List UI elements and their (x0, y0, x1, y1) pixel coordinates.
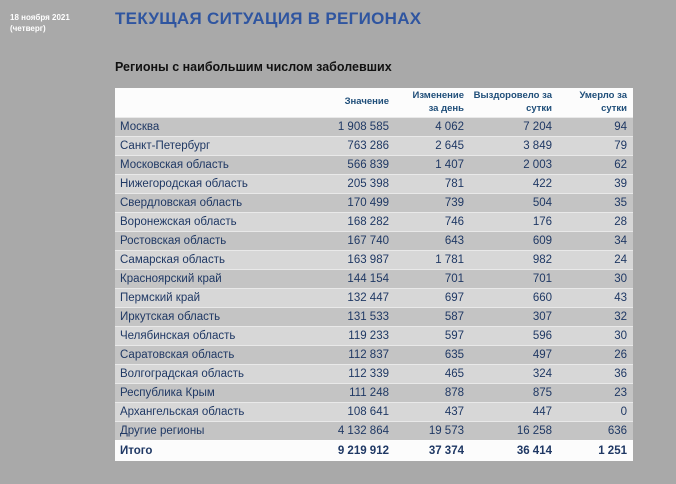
value-cell: 163 987 (310, 251, 395, 270)
regions-table (115, 88, 633, 461)
table-row (115, 270, 633, 289)
died-cell: 30 (558, 270, 633, 289)
recovered-cell: 422 (470, 175, 558, 194)
recovered-cell: 497 (470, 346, 558, 365)
region-cell: Нижегородская область (115, 175, 310, 194)
value-cell: 566 839 (310, 156, 395, 175)
recovered-cell: 660 (470, 289, 558, 308)
page-subtitle: Регионы с наибольшим числом заболевших (115, 60, 392, 74)
date-line-2: (четверг) (10, 24, 46, 34)
change-cell: 4 062 (395, 118, 470, 137)
died-cell: 24 (558, 251, 633, 270)
total-recovered-cell: 36 414 (470, 441, 558, 462)
value-cell: 205 398 (310, 175, 395, 194)
change-cell: 635 (395, 346, 470, 365)
region-cell: Волгоградская область (115, 365, 310, 384)
region-cell: Ростовская область (115, 232, 310, 251)
table-row (115, 365, 633, 384)
page-title: ТЕКУЩАЯ СИТУАЦИЯ В РЕГИОНАХ (115, 9, 422, 28)
recovered-cell: 609 (470, 232, 558, 251)
region-cell: Челябинская область (115, 327, 310, 346)
died-cell: 43 (558, 289, 633, 308)
value-cell: 170 499 (310, 194, 395, 213)
region-cell: Саратовская область (115, 346, 310, 365)
table-row (115, 289, 633, 308)
total-value-cell: 9 219 912 (310, 441, 395, 462)
died-cell: 35 (558, 194, 633, 213)
date-label (10, 12, 105, 34)
change-cell: 701 (395, 270, 470, 289)
died-cell: 62 (558, 156, 633, 175)
table-row (115, 384, 633, 403)
change-cell: 1 781 (395, 251, 470, 270)
table-total (115, 441, 633, 462)
died-cell: 34 (558, 232, 633, 251)
recovered-cell: 982 (470, 251, 558, 270)
died-cell: 94 (558, 118, 633, 137)
total-region-cell: Итого (115, 441, 310, 462)
header-row (115, 88, 633, 118)
value-cell: 108 641 (310, 403, 395, 422)
died-cell: 39 (558, 175, 633, 194)
value-cell: 119 233 (310, 327, 395, 346)
change-cell: 2 645 (395, 137, 470, 156)
total-row (115, 441, 633, 462)
died-cell: 79 (558, 137, 633, 156)
died-cell: 0 (558, 403, 633, 422)
recovered-cell: 324 (470, 365, 558, 384)
column-header-died: Умерло за сутки (558, 88, 633, 118)
table-header (115, 88, 633, 118)
value-cell: 132 447 (310, 289, 395, 308)
region-cell: Красноярский край (115, 270, 310, 289)
change-cell: 643 (395, 232, 470, 251)
change-cell: 1 407 (395, 156, 470, 175)
recovered-cell: 596 (470, 327, 558, 346)
recovered-cell: 504 (470, 194, 558, 213)
change-cell: 739 (395, 194, 470, 213)
recovered-cell: 2 003 (470, 156, 558, 175)
date-line-1: 18 ноября 2021 (10, 13, 70, 22)
change-cell: 597 (395, 327, 470, 346)
died-cell: 23 (558, 384, 633, 403)
recovered-cell: 447 (470, 403, 558, 422)
died-cell: 28 (558, 213, 633, 232)
table-row (115, 327, 633, 346)
table-row (115, 118, 633, 137)
region-cell: Московская область (115, 156, 310, 175)
recovered-cell: 3 849 (470, 137, 558, 156)
region-cell: Санкт-Петербург (115, 137, 310, 156)
table-row (115, 137, 633, 156)
recovered-cell: 16 258 (470, 422, 558, 441)
died-cell: 36 (558, 365, 633, 384)
total-change-cell: 37 374 (395, 441, 470, 462)
change-cell: 878 (395, 384, 470, 403)
region-cell: Другие регионы (115, 422, 310, 441)
change-cell: 437 (395, 403, 470, 422)
table-row (115, 251, 633, 270)
value-cell: 167 740 (310, 232, 395, 251)
value-cell: 112 339 (310, 365, 395, 384)
region-cell: Республика Крым (115, 384, 310, 403)
change-cell: 19 573 (395, 422, 470, 441)
column-header-recovered: Выздоровело за сутки (470, 88, 558, 118)
died-cell: 32 (558, 308, 633, 327)
table-body (115, 118, 633, 441)
value-cell: 4 132 864 (310, 422, 395, 441)
recovered-cell: 701 (470, 270, 558, 289)
recovered-cell: 307 (470, 308, 558, 327)
value-cell: 144 154 (310, 270, 395, 289)
total-died-cell: 1 251 (558, 441, 633, 462)
region-cell: Москва (115, 118, 310, 137)
change-cell: 746 (395, 213, 470, 232)
table-row (115, 194, 633, 213)
value-cell: 111 248 (310, 384, 395, 403)
change-cell: 587 (395, 308, 470, 327)
value-cell: 168 282 (310, 213, 395, 232)
table-row (115, 213, 633, 232)
value-cell: 131 533 (310, 308, 395, 327)
died-cell: 636 (558, 422, 633, 441)
change-cell: 781 (395, 175, 470, 194)
column-header-region (115, 88, 310, 118)
column-header-value: Значение (310, 88, 395, 118)
value-cell: 112 837 (310, 346, 395, 365)
table-row (115, 308, 633, 327)
table-row (115, 403, 633, 422)
region-cell: Самарская область (115, 251, 310, 270)
region-cell: Свердловская область (115, 194, 310, 213)
died-cell: 26 (558, 346, 633, 365)
table-row (115, 346, 633, 365)
table-row (115, 156, 633, 175)
table-row (115, 232, 633, 251)
regions-data-table (115, 88, 633, 461)
value-cell: 1 908 585 (310, 118, 395, 137)
died-cell: 30 (558, 327, 633, 346)
recovered-cell: 176 (470, 213, 558, 232)
value-cell: 763 286 (310, 137, 395, 156)
table-row (115, 175, 633, 194)
table-row (115, 422, 633, 441)
recovered-cell: 7 204 (470, 118, 558, 137)
change-cell: 465 (395, 365, 470, 384)
column-header-change: Изменение за день (395, 88, 470, 118)
region-cell: Пермский край (115, 289, 310, 308)
change-cell: 697 (395, 289, 470, 308)
region-cell: Архангельская область (115, 403, 310, 422)
recovered-cell: 875 (470, 384, 558, 403)
region-cell: Иркутская область (115, 308, 310, 327)
region-cell: Воронежская область (115, 213, 310, 232)
